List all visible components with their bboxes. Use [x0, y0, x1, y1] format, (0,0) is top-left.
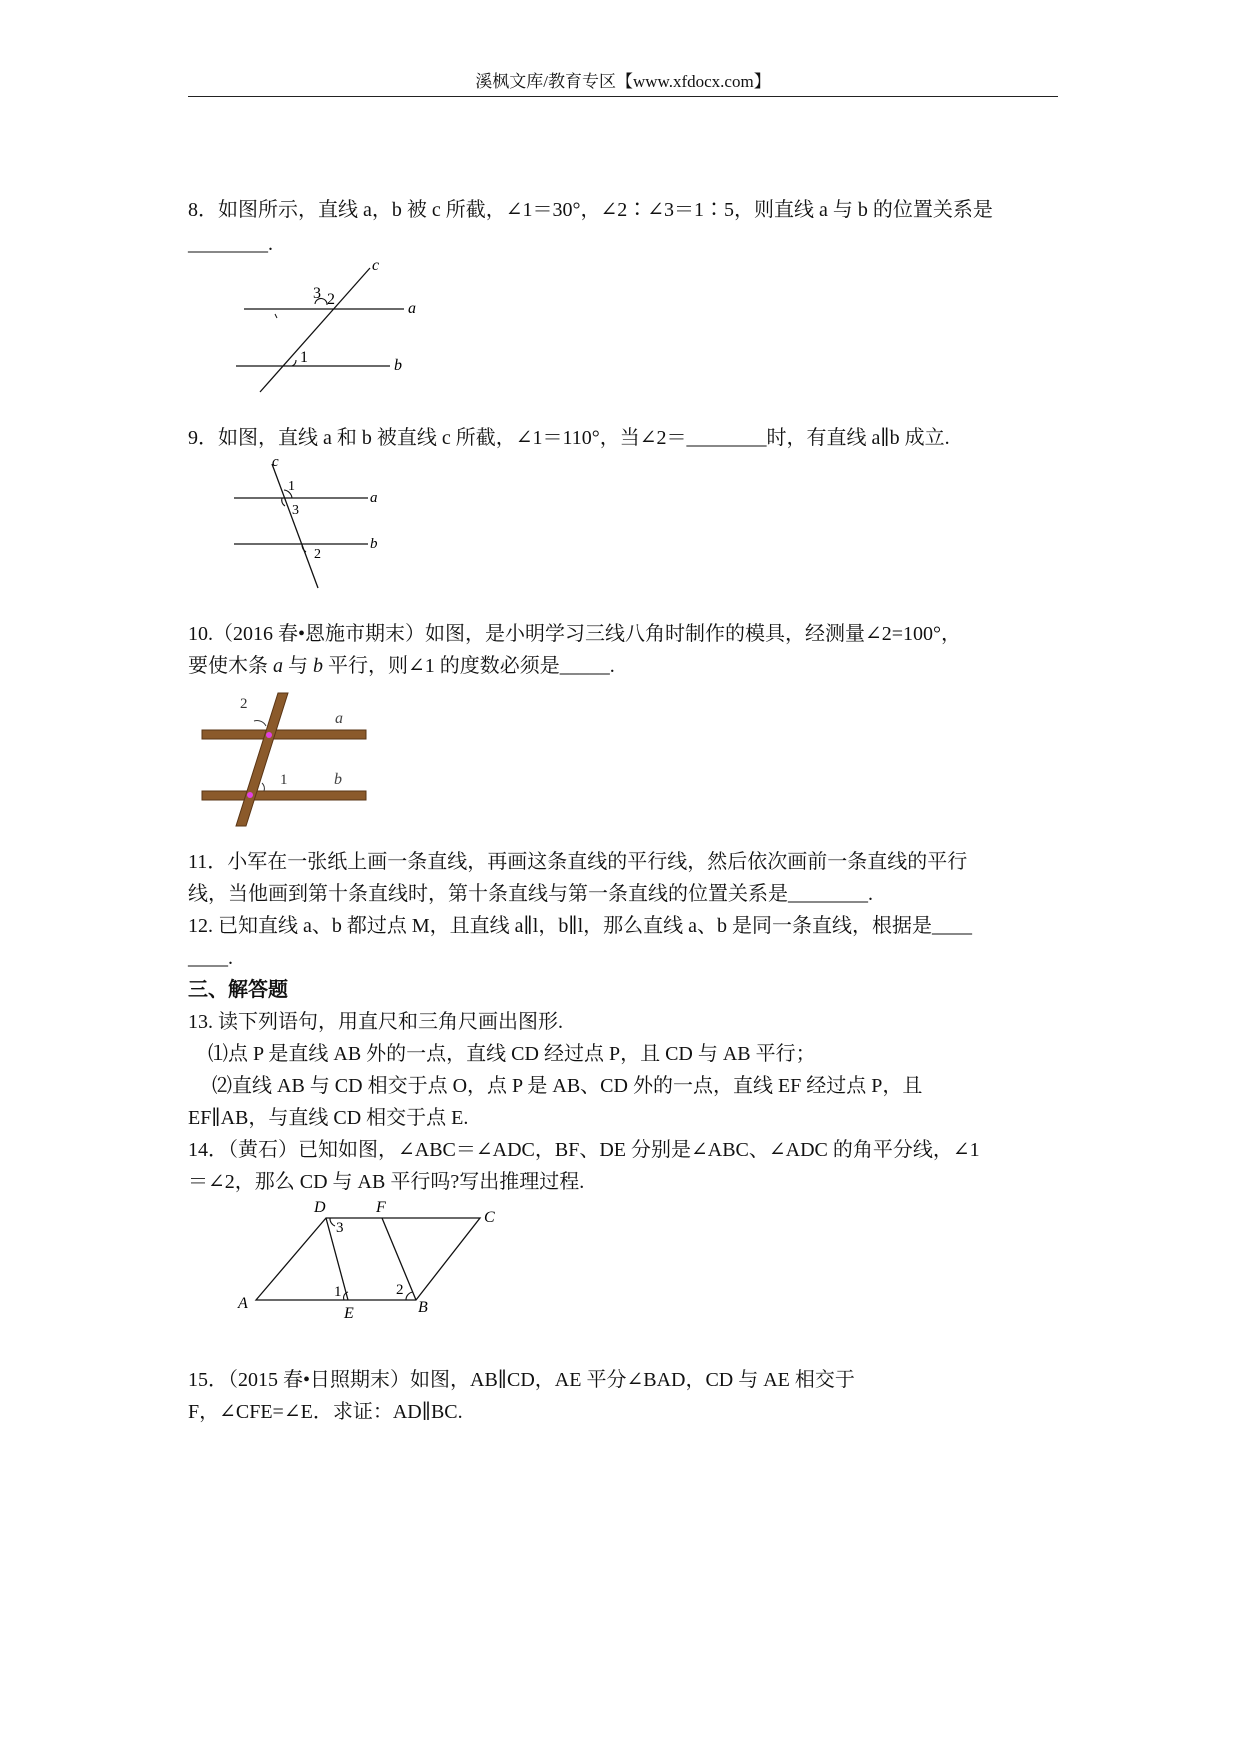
q14-label-F: F	[376, 1199, 386, 1216]
q15-text-line1: 15．（2015 春•日照期末）如图，AB∥CD，AE 平分∠BAD，CD 与 AE 相交于	[188, 1369, 855, 1391]
q8-label-1: 1	[300, 349, 308, 366]
q10-text-line1: 10.（2016 春•恩施市期末）如图，是小明学习三线八角时制作的模具，经测量∠2=100°，	[188, 623, 962, 645]
q8-label-2: 2	[327, 291, 335, 308]
q8-text-line1: 8．如图所示，直线 a，b 被 c 所截，∠1＝30°，∠2∶∠3＝1∶5，则直线 a 与 b 的位置关系是	[188, 199, 993, 221]
q10-figure	[200, 690, 370, 830]
q10-label-b: b	[334, 771, 342, 788]
q10-label-1: 1	[280, 772, 288, 788]
q8-figure	[230, 256, 430, 396]
q9-label-c: c	[272, 454, 279, 470]
q10-line2-post: 平行，则∠1 的度数必须是_____.	[323, 655, 615, 677]
q10-line2-a: a	[273, 655, 283, 677]
q8-label-b: b	[394, 357, 402, 374]
q10-line2-b: b	[313, 655, 323, 677]
q13-text-line4: EF∥AB，与直线 CD 相交于点 E.	[188, 1107, 469, 1129]
q13-text-line3: ⑵直线 AB 与 CD 相交于点 O，点 P 是 AB、CD 外的一点，直线 EF 经过点 P，且	[212, 1075, 923, 1097]
q14-label-A: A	[238, 1295, 248, 1312]
q10-line2-mid: 与	[283, 655, 313, 677]
q10-text-line2	[188, 650, 1060, 682]
q9-label-1: 1	[288, 479, 295, 494]
q12-text-line1: 12. 已知直线 a、b 都过点 M，且直线 a∥l，b∥l，那么直线 a、b 是同一条直线，根据是____	[188, 915, 973, 937]
q13-text-line1: 13. 读下列语句，用直尺和三角尺画出图形.	[188, 1011, 563, 1033]
q10-line2-pre: 要使木条	[188, 655, 273, 677]
q13-text-line2: ⑴点 P 是直线 AB 外的一点，直线 CD 经过点 P，且 CD 与 AB 平行；	[208, 1043, 816, 1065]
q12-text-line2: ____.	[188, 947, 233, 969]
q10-label-a: a	[335, 710, 343, 727]
q8-text-line2: ________.	[188, 233, 273, 255]
q9-figure	[230, 456, 390, 592]
q8-label-c: c	[372, 257, 380, 274]
q14-text-line1: 14．（黄石）已知如图，∠ABC＝∠ADC，BF、DE 分别是∠ABC、∠ADC 的角平分线，∠1	[188, 1139, 980, 1161]
q9-text-line1: 9．如图，直线 a 和 b 被直线 c 所截，∠1＝110°，当∠2＝________时，有直线 a∥b 成立.	[188, 427, 950, 449]
q11-text-line2: 线，当他画到第十条直线时，第十条直线与第一条直线的位置关系是________.	[188, 883, 873, 905]
q9-label-b: b	[370, 536, 378, 552]
q14-label-1: 1	[334, 1284, 342, 1300]
q9-label-3: 3	[292, 503, 299, 518]
page-header: 溪枫文库/教育专区【www.xfdocx.com】	[475, 72, 771, 91]
q11-text-line1: 11．小军在一张纸上画一条直线，再画这条直线的平行线，然后依次画前一条直线的平行	[188, 851, 968, 873]
q10-label-2: 2	[240, 696, 248, 712]
q14-text-line2: ＝∠2，那么 CD 与 AB 平行吗?写出推理过程.	[188, 1171, 585, 1193]
q9-label-a: a	[370, 490, 378, 506]
q9-label-2: 2	[314, 547, 321, 562]
q14-label-2: 2	[396, 1282, 404, 1298]
q15-text-line2: F，∠CFE=∠E．求证：AD∥BC.	[188, 1401, 463, 1423]
section3-title: 三、解答题	[188, 979, 288, 1001]
q8-label-3: 3	[313, 285, 321, 302]
q14-label-E: E	[344, 1305, 354, 1322]
q14-figure	[236, 1196, 516, 1326]
header-rule	[188, 96, 1058, 97]
q8-label-a: a	[408, 300, 416, 317]
q14-label-B: B	[418, 1299, 428, 1316]
q14-label-C: C	[484, 1209, 495, 1226]
q14-label-3: 3	[336, 1220, 344, 1236]
q14-label-D: D	[314, 1199, 326, 1216]
